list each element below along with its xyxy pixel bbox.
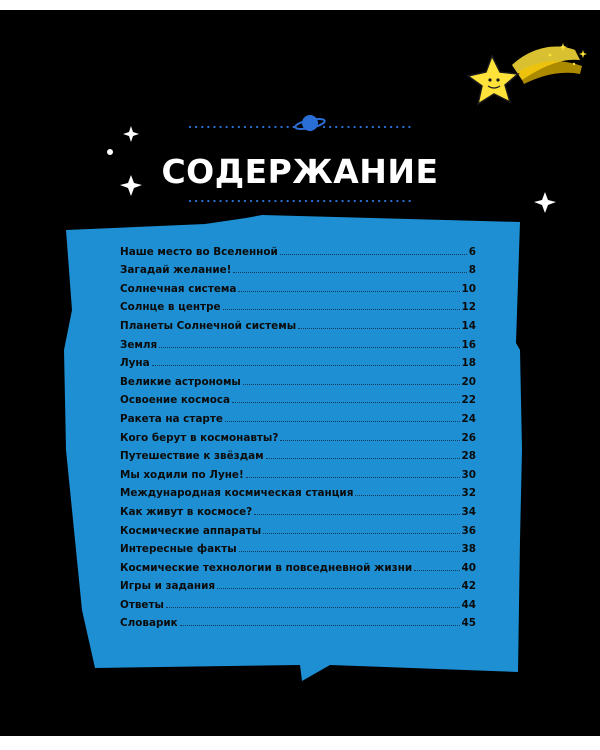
toc-dot-leader [159,347,459,348]
toc-entry-title: Космические технологии в повседневной жизни [120,561,413,574]
toc-entry-title: Планеты Солнечной системы [120,319,297,332]
toc-entry-title: Наше место во Вселенной [120,245,278,258]
toc-entry[interactable] [120,369,476,388]
toc-page-number: 10 [461,282,476,295]
toc-dot-leader [180,625,460,626]
toc-entry[interactable] [120,444,476,463]
toc-dot-leader [239,551,460,552]
toc-entry-title: Освоение космоса [120,394,231,407]
toc-page-number: 18 [461,357,476,370]
toc-dot-leader [355,495,459,496]
toc-dot-leader [152,365,460,366]
toc-page-number: 16 [461,338,476,351]
planet-icon [294,115,325,131]
toc-entry-title: Земля [120,338,158,351]
toc-page-number: 26 [461,431,476,444]
toc-dot-leader [232,402,460,403]
toc-page-number: 36 [461,524,476,537]
toc-entry[interactable] [120,388,476,407]
toc-dot-leader [254,514,459,515]
toc-page-number: 22 [461,394,476,407]
toc-entry-title: Словарик [120,617,178,630]
toc-entry[interactable] [120,555,476,574]
toc-entry-title: Луна [120,357,150,370]
sparkle-star-icon [123,126,139,142]
toc-entry-title: Великие астрономы [120,375,241,388]
toc-page-number: 44 [461,598,476,611]
toc-dot-leader [263,533,459,534]
shooting-star-mascot-icon [468,43,587,104]
toc-entry-title: Ответы [120,598,164,611]
toc-page-number: 38 [461,543,476,556]
toc-entry-title: Загадай желание! [120,264,232,277]
toc-entry-title: Международная космическая станция [120,487,354,500]
toc-entry-title: Ракета на старте [120,412,223,425]
toc-page-number: 24 [461,412,476,425]
toc-entry[interactable] [120,258,476,277]
toc-dot-leader [243,384,460,385]
toc-dot-leader [246,477,460,478]
table-of-contents [120,239,476,629]
toc-entry[interactable] [120,295,476,314]
toc-page-number: 28 [461,450,476,463]
toc-entry[interactable] [120,499,476,518]
toc-entry-title: Мы ходили по Луне! [120,468,244,481]
toc-entry-title: Как живут в космосе? [120,505,253,518]
toc-entry[interactable] [120,351,476,370]
toc-entry-title: Интересные факты [120,543,237,556]
toc-entry-title: Солнце в центре [120,301,221,314]
toc-entry-title: Игры и задания [120,580,216,593]
book-page [0,10,600,736]
toc-entry[interactable] [120,481,476,500]
toc-entry-title: Космические аппараты [120,524,262,537]
toc-dot-leader [233,272,466,273]
toc-entry[interactable] [120,611,476,630]
toc-entry[interactable] [120,406,476,425]
toc-page-number: 6 [468,245,476,258]
toc-dot-leader [414,570,459,571]
toc-page-number: 45 [461,617,476,630]
toc-entry[interactable] [120,592,476,611]
toc-page-number: 34 [461,505,476,518]
toc-dot-leader [280,440,459,441]
toc-page-number: 32 [461,487,476,500]
toc-entry[interactable] [120,313,476,332]
toc-entry[interactable] [120,276,476,295]
toc-page-number: 14 [461,319,476,332]
toc-dot-leader [223,309,460,310]
toc-page-number: 42 [461,580,476,593]
toc-dot-leader [238,291,459,292]
toc-page-number: 40 [461,561,476,574]
toc-page-number: 12 [461,301,476,314]
toc-entry-title: Солнечная система [120,282,237,295]
toc-entry-title: Путешествие к звёздам [120,450,264,463]
toc-dot-leader [298,328,459,329]
toc-entry[interactable] [120,537,476,556]
toc-entry-title: Кого берут в космонавты? [120,431,279,444]
toc-entry[interactable] [120,332,476,351]
toc-dot-leader [225,421,460,422]
page-title: СОДЕРЖАНИЕ [161,152,439,191]
toc-entry[interactable] [120,518,476,537]
toc-dot-leader [280,254,467,255]
toc-page-number: 8 [468,264,476,277]
toc-page-number: 20 [461,375,476,388]
toc-entry[interactable] [120,462,476,481]
toc-page-number: 30 [461,468,476,481]
toc-dot-leader [266,458,460,459]
toc-entry[interactable] [120,425,476,444]
toc-entry[interactable] [120,574,476,593]
toc-entry[interactable] [120,239,476,258]
sparkle-star-icon-3 [534,192,556,213]
toc-dot-leader [217,588,459,589]
toc-dot-leader [166,607,460,608]
